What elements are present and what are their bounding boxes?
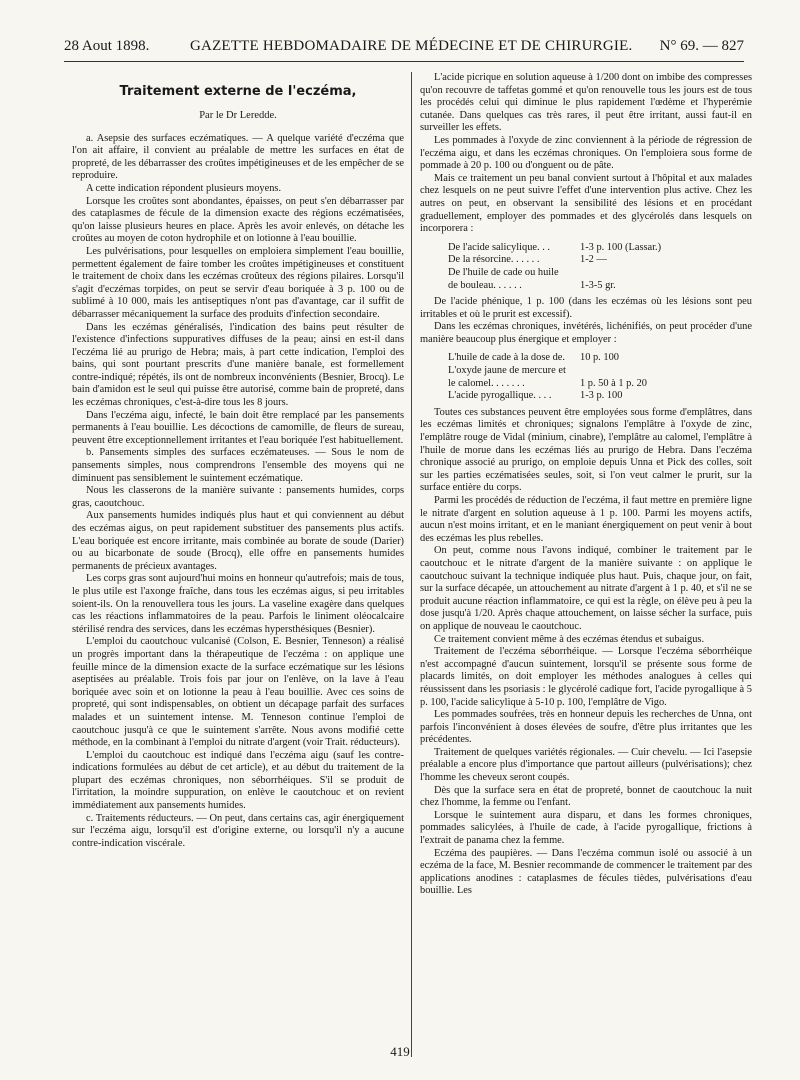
article-title: Traitement externe de l'eczéma,: [119, 84, 357, 99]
paragraph: c. Traitements réducteurs. — On peut, dans certains cas, agir énergiquement sur l'eczéma aigu, lorsqu'il est d'origine externe, ou lorsqu'il n'y a aucune contre-indication viscérale.: [72, 812, 404, 849]
paragraph: Lorsque le suintement aura disparu, et dans les formes chroniques, pommades salicylées, à l'huile de cade, à l'acide pyrogallique, frictions à l'extrait de panama chez la femme.: [420, 809, 752, 847]
table-cell: L'huile de cade à la dose de.: [448, 352, 565, 364]
running-header: [64, 38, 744, 60]
table-cell: 1 p. 50 à 1 p. 20: [580, 377, 647, 389]
issue-number: N° 69. — 827: [659, 38, 744, 54]
header-date: 28 Aout 1898.: [64, 38, 150, 54]
table-row: [448, 390, 752, 403]
table-row: [448, 378, 752, 391]
paragraph: Mais ce traitement un peu banal convient surtout à l'hôpital et aux malades chez lesquels on ne peut suivre l'effet d'une intervention plus active. Chez les autres on peut, en observant la sensibilité des lésions et en procédant graduellement, employer des pommades et des glycérolés dans lesquels on incorporera :: [420, 172, 752, 235]
table-cell: 1-3 p. 100: [580, 390, 623, 402]
paragraph: De l'acide phénique, 1 p. 100 (dans les eczémas où les lésions sont peu irritables et où le prurit est excessif).: [420, 296, 752, 320]
paragraph: Dans les eczémas chroniques, invétérés, lichénifiés, on peut procéder d'une manière beaucoup plus énergique et employer :: [420, 321, 752, 345]
dosage-table-1: [448, 242, 752, 292]
paragraph: Nous les classerons de la manière suivante : pansements humides, corps gras, caoutchouc.: [72, 485, 404, 509]
paragraph: Les pommades à l'oxyde de zinc conviennent à la période de régression de l'eczéma aigu, et dans les eczémas chroniques. On l'emploiera sous forme de pommade à 20 p. 100 ou d'onguent ou de pâte.: [420, 134, 752, 172]
paragraph: Parmi les procédés de réduction de l'eczéma, il faut mettre en première ligne le nitrate d'argent en solution aqueuse à 1 p. 100. Parmi les moyens actifs, aucun n'est moins irritant, et en le maniant énergiquement on peut venir à bout des eczémas les plus rebelles.: [420, 495, 752, 544]
table-row: [448, 267, 752, 280]
page-number: 419: [390, 1044, 410, 1059]
dosage-table-2: [448, 352, 752, 402]
table-cell: 1-3 p. 100 (Lassar.): [580, 241, 662, 253]
paragraph: Lorsque les croûtes sont abondantes, épaisses, on peut s'en débarrasser par des cataplasmes de fécule de la dimension exacte des régions eczématisées, qu'on laisse plusieurs heures en place. Après les avoir enlevés, on détache les croûtes au moyen de coton hydrophile et on lotionne à l'eau bouillie.: [72, 195, 404, 245]
table-row: [448, 254, 752, 267]
paragraph: Ce traitement convient même à des eczémas étendus et subaigus.: [434, 633, 705, 645]
paragraph: L'emploi du caoutchouc est indiqué dans l'eczéma aigu (sauf les contre-indications formulées au début de cet article), et au début du traitement de la plupart des eczémas chroniques, non séborrhéiques. S'il se produit de l'irritation, la moindre suppuration, on enlève le caoutchouc et on revient immédiatement aux pansements humides.: [72, 749, 404, 812]
journal-title: GAZETTE HEBDOMADAIRE DE MÉDECINE ET DE CHIRURGIE.: [190, 38, 633, 54]
table-row: [448, 365, 752, 378]
table-cell: De l'acide salicylique. . .: [448, 241, 550, 253]
table-cell: L'acide pyrogallique. . . .: [448, 390, 552, 402]
paragraph: A cette indication répondent plusieurs moyens.: [86, 182, 282, 194]
table-cell: L'oxyde jaune de mercure et: [448, 365, 566, 377]
table-row: [448, 280, 752, 293]
table-cell: le calomel. . . . . . .: [448, 377, 525, 389]
paragraph: Toutes ces substances peuvent être employées sous forme d'emplâtres, dans les eczémas limités et chroniques; signalons l'emplâtre à l'oxyde de zinc, l'emplâtre rouge de Vidal (minium, cinabre), l'emplâtre au calomel, l'emplâtre à l'huile de morue dans les eczémas liés au prurigo de Hebra. Dans l'eczéma chronique associé au prurigo, on emploie depuis Unna et Pick des colles, soit sur les parties eczématisées seules, soit, si l'on veut calmer le prurit, sur la surface entière du corps.: [420, 406, 752, 494]
table-cell: de bouleau. . . . . .: [448, 279, 522, 291]
paragraph: Traitement de quelques variétés régionales. — Cuir chevelu. — Ici l'asepsie préalable a encore plus d'importance que partout ailleurs (pulvérisations); chez l'homme les cheveux seront coupés.: [420, 746, 752, 784]
paragraph: Les pommades soufrées, très en honneur depuis les recherches de Unna, ont parfois l'inconvénient à doses élevées de soufre, d'être plus irritantes que les précédentes.: [420, 709, 752, 746]
paragraph: On peut, comme nous l'avons indiqué, combiner le traitement par le caoutchouc et le nitrate d'argent de la manière suivante : on applique le caoutchouc suivant la technique indiquée plus haut. Puis, chaque jour, on fait, sur la surface décapée, un attouchement au nitrate d'argent à 1 p. 40, et s'il ne se produit aucune réaction inflammatoire, ce qui est la règle, on élève peu à peu la dose jusqu'à 1/20. Après chaque attouchement, on laisse sécher la surface, puis on applique de nouveau le caoutchouc.: [420, 545, 752, 632]
paragraph: Les corps gras sont aujourd'hui moins en honneur qu'autrefois; mais de tous, le plus utile est l'axonge fraîche, dans tous les eczémas aigus, si peu irritables soient-ils. On la renouvellera tous les jours. La vaseline exagère dans quelques cas les réactions inflammatoires de la peau. Parfois le liniment oléocalcaire stérilisé rendra des services, dans les eczémas hypersthésiques (Besnier).: [72, 573, 404, 635]
paragraph: Les pulvérisations, pour lesquelles on emploiera simplement l'eau bouillie, permettent également de faire tomber les croûtes impétigineuses et constituent le traitement de choix dans les eczémas croûteux des régions pilaires. Lorsqu'il s'agit d'eczémas torpides, on peut se servir d'eau boriquée à 3 p. 100 ou de sublimé à 10 000, mais les antiseptiques n'ont pas d'avantage, car il suffit de débarrasser mécaniquement la surface des produits d'infection secondaire.: [72, 245, 404, 320]
paragraph: L'acide picrique en solution aqueuse à 1/200 dont on imbibe des compresses qu'on recouvre de taffetas gommé et qu'on renouvelle tous les jours est de tous les procédés celui qui diminue le plus rapidement l'œdème et l'hyperémie cutanée. Dans quelques cas très rares, il peut être irritant, aussi faut-il en surveiller les effets.: [420, 72, 752, 134]
paragraph: Dans les eczémas généralisés, l'indication des bains peut résulter de l'existence d'infections suppuratives diffuses de la peau; ainsi en est-il dans l'eczéma lié au prurigo de Hebra; mais, à part cette indication, l'emploi des bains, qui sont pourtant prescrits d'une manière banale, est formellement contre-indiqué; répétés, ils ont de nombreux inconvénients (Besnier, Brocq). Le bain d'amidon est le seul qui puisse être autorisé, comme bain de propreté, dans les eczémas chroniques, c'est-à-dire tous les 8 jours.: [72, 321, 404, 409]
paragraph: Traitement de l'eczéma séborrhéique. — Lorsque l'eczéma séborrhéique n'est accompagné d'aucun suintement, lorsqu'il se présente sous forme de placards limités, on doit employer les méthodes analogues à celles qui réussissent dans les psoriasis : le glycérolé cadique fort, l'acide pyrogallique à 5 p. 100, l'acide salicylique à 5-10 p. 100, l'emplâtre de Vigo.: [420, 646, 752, 708]
right-column: [420, 72, 752, 1062]
column-divider: [411, 72, 412, 1057]
paragraph: Dès que la surface sera en état de propreté, bonnet de caoutchouc la nuit chez l'homme, la femme ou l'enfant.: [420, 784, 752, 809]
table-cell: De la résorcine. . . . . .: [448, 254, 540, 266]
table-row: [448, 352, 752, 365]
table-cell: 1-2 —: [580, 254, 607, 266]
table-cell: 1-3-5 gr.: [580, 279, 616, 291]
left-column: [72, 72, 404, 1052]
paragraph: Dans l'eczéma aigu, infecté, le bain doit être remplacé par les pansements permanents à l'eau bouillie. Les décoctions de camomille, de fleurs de sureau, peuvent être exceptionnellement irritantes et l'eau boriquée l'est habituellement.: [72, 409, 404, 446]
paragraph: a. Asepsie des surfaces eczématiques. — A quelque variété d'eczéma que l'on ait affaire, il convient au préalable de mettre les surfaces en état de propreté, de les débarrasser des croûtes impétigineuses et de les empêcher de se reproduire.: [72, 132, 404, 182]
paragraph: b. Pansements simples des surfaces eczémateuses. — Sous le nom de pansements simples, nous comprendrons l'ensemble des moyens qui ne diminuent pas sensiblement le suintement eczématique.: [72, 447, 404, 484]
article-byline: Par le Dr Leredde.: [199, 110, 277, 121]
table-row: [448, 242, 752, 255]
paragraph: Aux pansements humides indiqués plus haut et qui conviennent au début des eczémas aigus, on peut rapidement substituer des pansements plus actifs. L'eau boriquée est encore irritante, mais combinée au borate de soude (Darier) ou au bicarbonate de soude (Brocq), elle offre en pansements humides permanents de précieux avantages.: [72, 510, 404, 572]
header-rule: [64, 61, 744, 62]
table-cell: De l'huile de cade ou huile: [448, 266, 559, 278]
paragraph: L'emploi du caoutchouc vulcanisé (Colson, E. Besnier, Tenneson) a réalisé un progrès important dans la thérapeutique de l'eczéma : on applique une feuille mince de la dimension exacte de la surface eczématique sur les lésions aseptisées au préalable. Trois fois par jour on l'enlève, on la lave à l'eau boriquée avec soin et on lotionne la peau à l'eau bouillie. Avec ces soins de propreté, qui sont indispensables, on obtient un décapage parfait des surfaces malades et un suintement intense. M. Tenneson continue l'emploi de caoutchouc jusqu'à ce que le suintement s'arrête. Nous avons modifié cette méthode, en la combinant à l'emploi du nitrate d'argent (voir Trait. réducteurs).: [72, 636, 404, 749]
table-cell: 10 p. 100: [580, 352, 619, 364]
paragraph: Eczéma des paupières. — Dans l'eczéma commun isolé ou associé à un eczéma de la face, M. Besnier recommande de commencer le traitement par des applications anodines : cataplasmes de fécules tièdes, pulvérisations d'eau bouillie. Les: [420, 847, 752, 897]
